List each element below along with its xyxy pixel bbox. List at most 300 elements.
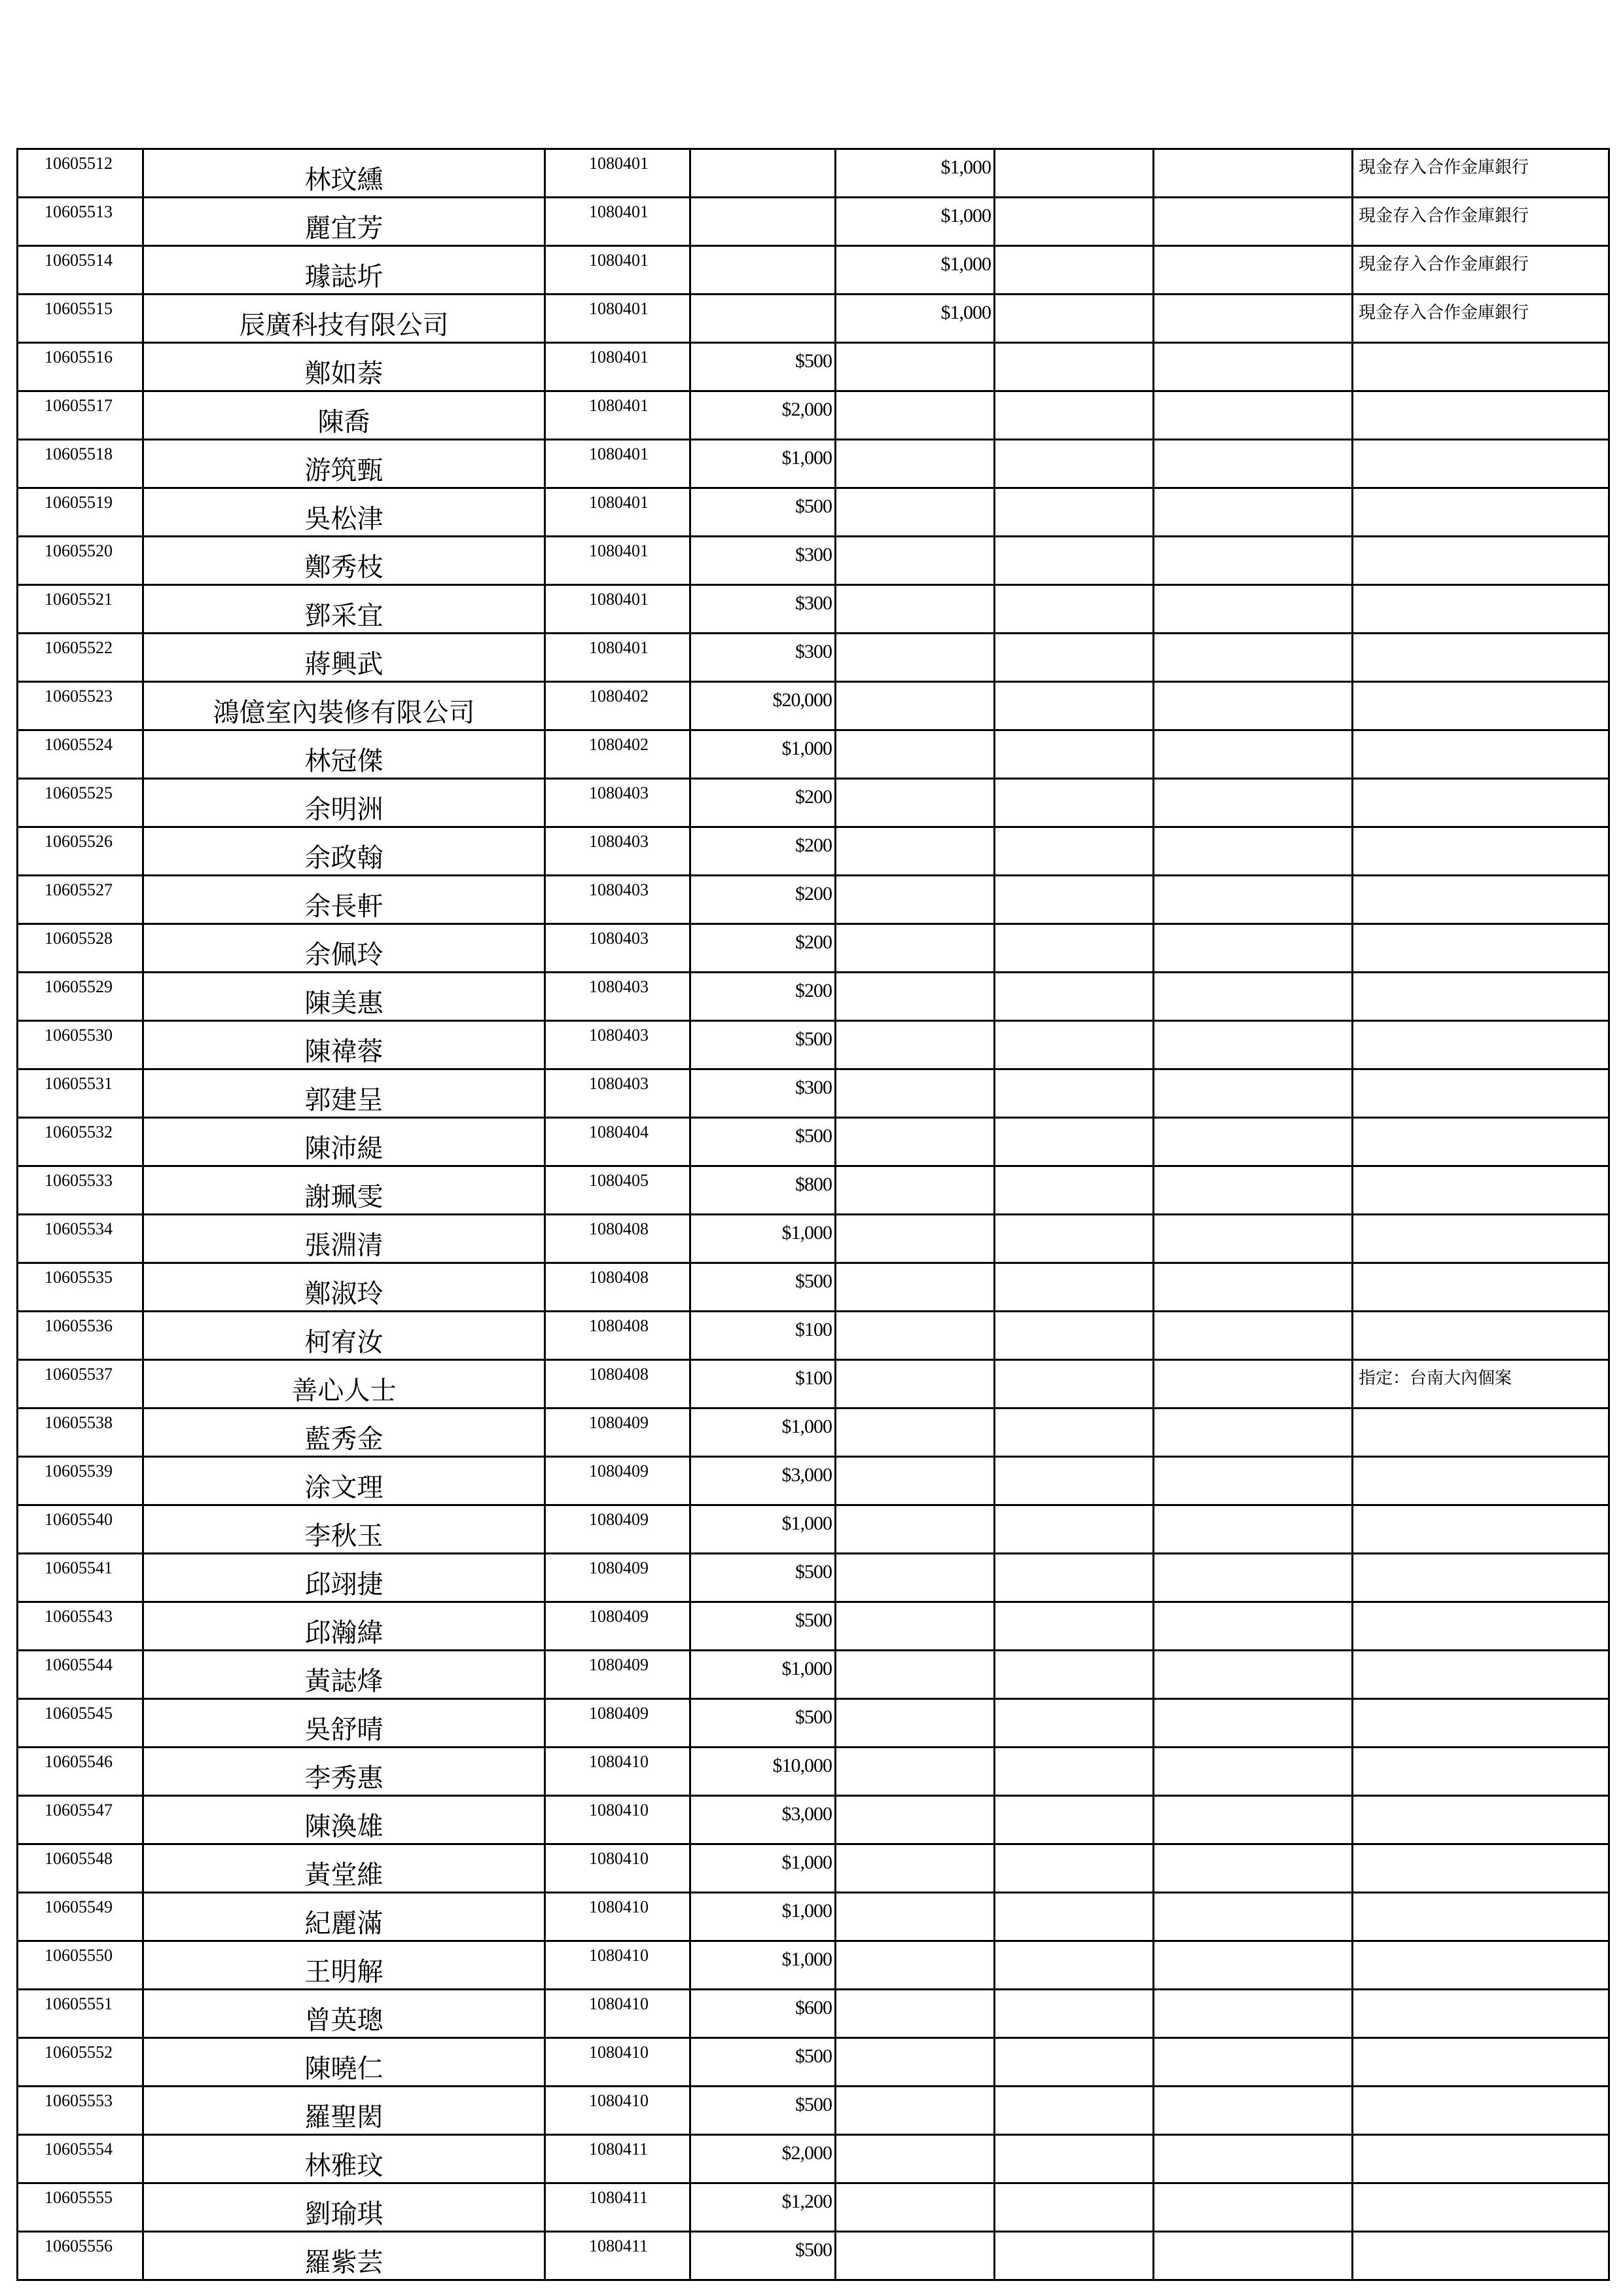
note-cell (1353, 2038, 1609, 2087)
bank-amount-cell (836, 1166, 995, 1215)
bank-amount-cell (836, 827, 995, 876)
donor-name-cell: 鄭如萘 (143, 343, 545, 391)
note-cell (1353, 1699, 1609, 1748)
empty-cell (995, 149, 1154, 198)
note-cell: 指定：台南大內個案 (1353, 1360, 1609, 1408)
date-cell: 1080409 (545, 1651, 690, 1699)
bank-amount-cell: $1,000 (836, 246, 995, 295)
donor-name-cell: 李秋玉 (143, 1505, 545, 1554)
empty-cell (995, 2183, 1154, 2232)
amount-cell: $800 (690, 1166, 836, 1215)
date-cell: 1080402 (545, 730, 690, 779)
date-cell: 1080410 (545, 1941, 690, 1990)
note-cell (1353, 1263, 1609, 1312)
date-cell: 1080401 (545, 488, 690, 537)
date-cell: 1080409 (545, 1602, 690, 1651)
amount-cell: $300 (690, 537, 836, 585)
table-row (18, 2038, 1609, 2087)
date-cell: 1080403 (545, 924, 690, 973)
bank-amount-cell: $1,000 (836, 149, 995, 198)
bank-amount-cell (836, 1651, 995, 1699)
receipt-number-cell: 10605544 (18, 1651, 143, 1699)
amount-cell (690, 198, 836, 246)
table-row (18, 1166, 1609, 1215)
note-cell (1353, 1021, 1609, 1069)
receipt-number-cell: 10605512 (18, 149, 143, 198)
bank-amount-cell (836, 973, 995, 1021)
bank-amount-cell (836, 779, 995, 827)
empty-cell (995, 585, 1154, 634)
bank-amount-cell (836, 2038, 995, 2087)
donor-name-cell: 余佩玲 (143, 924, 545, 973)
empty-cell (995, 1990, 1154, 2038)
receipt-number-cell: 10605554 (18, 2135, 143, 2183)
empty-cell (995, 391, 1154, 440)
donation-ledger-table (16, 148, 1610, 2281)
bank-amount-cell (836, 1893, 995, 1941)
donor-name-cell: 鄧采宜 (143, 585, 545, 634)
receipt-number-cell: 10605530 (18, 1021, 143, 1069)
amount-cell: $100 (690, 1312, 836, 1360)
table-row (18, 1796, 1609, 1844)
donor-name-cell: 陳喬 (143, 391, 545, 440)
table-row (18, 1748, 1609, 1796)
date-cell: 1080411 (545, 2135, 690, 2183)
receipt-number-cell: 10605552 (18, 2038, 143, 2087)
date-cell: 1080401 (545, 537, 690, 585)
amount-cell: $500 (690, 1118, 836, 1166)
empty-cell (1154, 1602, 1353, 1651)
empty-cell (1154, 198, 1353, 246)
bank-amount-cell (836, 1699, 995, 1748)
receipt-number-cell: 10605528 (18, 924, 143, 973)
receipt-number-cell: 10605531 (18, 1069, 143, 1118)
bank-amount-cell (836, 2135, 995, 2183)
receipt-number-cell: 10605532 (18, 1118, 143, 1166)
date-cell: 1080403 (545, 973, 690, 1021)
note-cell (1353, 1796, 1609, 1844)
note-cell (1353, 1844, 1609, 1893)
empty-cell (995, 295, 1154, 343)
empty-cell (995, 1408, 1154, 1457)
donor-name-cell: 璩誌圻 (143, 246, 545, 295)
table-row (18, 634, 1609, 682)
empty-cell (995, 1312, 1154, 1360)
donor-name-cell: 李秀惠 (143, 1748, 545, 1796)
empty-cell (995, 2135, 1154, 2183)
amount-cell: $200 (690, 876, 836, 924)
donor-name-cell: 林玟纁 (143, 149, 545, 198)
bank-amount-cell (836, 1748, 995, 1796)
table-row (18, 1941, 1609, 1990)
receipt-number-cell: 10605524 (18, 730, 143, 779)
amount-cell: $3,000 (690, 1796, 836, 1844)
donor-name-cell: 邱翊捷 (143, 1554, 545, 1602)
note-cell (1353, 779, 1609, 827)
donor-name-cell: 吳松津 (143, 488, 545, 537)
date-cell: 1080405 (545, 1166, 690, 1215)
empty-cell (1154, 1990, 1353, 2038)
receipt-number-cell: 10605543 (18, 1602, 143, 1651)
receipt-number-cell: 10605550 (18, 1941, 143, 1990)
empty-cell (995, 2232, 1154, 2280)
table-row (18, 876, 1609, 924)
receipt-number-cell: 10605555 (18, 2183, 143, 2232)
table-row (18, 537, 1609, 585)
empty-cell (995, 1457, 1154, 1505)
amount-cell: $1,000 (690, 1215, 836, 1263)
empty-cell (1154, 779, 1353, 827)
note-cell (1353, 1215, 1609, 1263)
note-cell (1353, 1408, 1609, 1457)
donor-name-cell: 陳美惠 (143, 973, 545, 1021)
amount-cell: $1,200 (690, 2183, 836, 2232)
note-cell: 現金存入合作金庫銀行 (1353, 246, 1609, 295)
bank-amount-cell (836, 2183, 995, 2232)
receipt-number-cell: 10605515 (18, 295, 143, 343)
empty-cell (1154, 343, 1353, 391)
note-cell (1353, 2087, 1609, 2135)
date-cell: 1080409 (545, 1505, 690, 1554)
table-row (18, 1215, 1609, 1263)
bank-amount-cell (836, 1360, 995, 1408)
empty-cell (1154, 1312, 1353, 1360)
amount-cell: $1,000 (690, 1893, 836, 1941)
date-cell: 1080410 (545, 2087, 690, 2135)
table-row (18, 1312, 1609, 1360)
receipt-number-cell: 10605522 (18, 634, 143, 682)
donor-name-cell: 藍秀金 (143, 1408, 545, 1457)
date-cell: 1080401 (545, 295, 690, 343)
amount-cell: $2,000 (690, 391, 836, 440)
empty-cell (1154, 1554, 1353, 1602)
receipt-number-cell: 10605535 (18, 1263, 143, 1312)
note-cell (1353, 1893, 1609, 1941)
date-cell: 1080401 (545, 440, 690, 488)
amount-cell: $1,000 (690, 1505, 836, 1554)
amount-cell (690, 295, 836, 343)
empty-cell (1154, 1118, 1353, 1166)
date-cell: 1080403 (545, 1021, 690, 1069)
note-cell (1353, 2135, 1609, 2183)
bank-amount-cell (836, 924, 995, 973)
table-row (18, 149, 1609, 198)
empty-cell (995, 682, 1154, 730)
bank-amount-cell (836, 1990, 995, 2038)
receipt-number-cell: 10605545 (18, 1699, 143, 1748)
note-cell (1353, 1990, 1609, 2038)
empty-cell (1154, 1360, 1353, 1408)
empty-cell (1154, 973, 1353, 1021)
donor-name-cell: 林雅玟 (143, 2135, 545, 2183)
donor-name-cell: 游筑甄 (143, 440, 545, 488)
amount-cell: $500 (690, 1602, 836, 1651)
amount-cell: $300 (690, 1069, 836, 1118)
empty-cell (995, 827, 1154, 876)
receipt-number-cell: 10605523 (18, 682, 143, 730)
empty-cell (1154, 1844, 1353, 1893)
donor-name-cell: 陳沛緹 (143, 1118, 545, 1166)
empty-cell (1154, 1796, 1353, 1844)
empty-cell (995, 1602, 1154, 1651)
bank-amount-cell (836, 1941, 995, 1990)
date-cell: 1080410 (545, 1796, 690, 1844)
note-cell (1353, 682, 1609, 730)
table-row (18, 1699, 1609, 1748)
empty-cell (1154, 295, 1353, 343)
empty-cell (995, 730, 1154, 779)
date-cell: 1080404 (545, 1118, 690, 1166)
table-row (18, 1021, 1609, 1069)
bank-amount-cell (836, 634, 995, 682)
date-cell: 1080409 (545, 1457, 690, 1505)
date-cell: 1080408 (545, 1312, 690, 1360)
receipt-number-cell: 10605538 (18, 1408, 143, 1457)
bank-amount-cell (836, 876, 995, 924)
date-cell: 1080401 (545, 246, 690, 295)
donor-name-cell: 余明洲 (143, 779, 545, 827)
empty-cell (1154, 682, 1353, 730)
receipt-number-cell: 10605551 (18, 1990, 143, 2038)
receipt-number-cell: 10605539 (18, 1457, 143, 1505)
donor-name-cell: 辰廣科技有限公司 (143, 295, 545, 343)
table-row (18, 343, 1609, 391)
receipt-number-cell: 10605518 (18, 440, 143, 488)
donor-name-cell: 善心人士 (143, 1360, 545, 1408)
empty-cell (1154, 1941, 1353, 1990)
donor-name-cell: 謝珮雯 (143, 1166, 545, 1215)
empty-cell (1154, 2135, 1353, 2183)
empty-cell (1154, 730, 1353, 779)
amount-cell: $200 (690, 973, 836, 1021)
empty-cell (1154, 1505, 1353, 1554)
empty-cell (1154, 827, 1353, 876)
receipt-number-cell: 10605549 (18, 1893, 143, 1941)
empty-cell (995, 343, 1154, 391)
bank-amount-cell: $1,000 (836, 295, 995, 343)
note-cell (1353, 391, 1609, 440)
table-row (18, 1651, 1609, 1699)
empty-cell (1154, 876, 1353, 924)
receipt-number-cell: 10605547 (18, 1796, 143, 1844)
donor-name-cell: 陳禕蓉 (143, 1021, 545, 1069)
table-row (18, 682, 1609, 730)
donor-name-cell: 黃堂維 (143, 1844, 545, 1893)
donor-name-cell: 陳曉仁 (143, 2038, 545, 2087)
bank-amount-cell (836, 1263, 995, 1312)
amount-cell: $200 (690, 924, 836, 973)
receipt-number-cell: 10605519 (18, 488, 143, 537)
amount-cell: $500 (690, 1554, 836, 1602)
empty-cell (995, 634, 1154, 682)
empty-cell (995, 1360, 1154, 1408)
note-cell (1353, 2183, 1609, 2232)
table-row (18, 973, 1609, 1021)
empty-cell (995, 1263, 1154, 1312)
amount-cell: $500 (690, 1263, 836, 1312)
receipt-number-cell: 10605520 (18, 537, 143, 585)
amount-cell: $500 (690, 488, 836, 537)
note-cell (1353, 440, 1609, 488)
empty-cell (1154, 924, 1353, 973)
empty-cell (995, 1893, 1154, 1941)
note-cell (1353, 488, 1609, 537)
empty-cell (1154, 634, 1353, 682)
empty-cell (1154, 1457, 1353, 1505)
empty-cell (995, 1118, 1154, 1166)
ledger-body (18, 149, 1609, 2280)
receipt-number-cell: 10605526 (18, 827, 143, 876)
note-cell (1353, 1312, 1609, 1360)
empty-cell (995, 1069, 1154, 1118)
donor-name-cell: 劉瑜琪 (143, 2183, 545, 2232)
receipt-number-cell: 10605533 (18, 1166, 143, 1215)
table-row (18, 1263, 1609, 1312)
table-row (18, 1990, 1609, 2038)
amount-cell: $100 (690, 1360, 836, 1408)
table-row (18, 2135, 1609, 2183)
bank-amount-cell (836, 488, 995, 537)
note-cell: 現金存入合作金庫銀行 (1353, 198, 1609, 246)
receipt-number-cell: 10605517 (18, 391, 143, 440)
note-cell (1353, 973, 1609, 1021)
bank-amount-cell (836, 343, 995, 391)
bank-amount-cell (836, 1602, 995, 1651)
empty-cell (995, 1505, 1154, 1554)
receipt-number-cell: 10605548 (18, 1844, 143, 1893)
note-cell (1353, 1602, 1609, 1651)
empty-cell (995, 1215, 1154, 1263)
empty-cell (995, 1651, 1154, 1699)
donor-name-cell: 邱瀚緯 (143, 1602, 545, 1651)
date-cell: 1080403 (545, 827, 690, 876)
empty-cell (995, 537, 1154, 585)
empty-cell (995, 779, 1154, 827)
empty-cell (995, 924, 1154, 973)
note-cell (1353, 1069, 1609, 1118)
receipt-number-cell: 10605513 (18, 198, 143, 246)
bank-amount-cell (836, 1796, 995, 1844)
bank-amount-cell (836, 1215, 995, 1263)
bank-amount-cell (836, 1505, 995, 1554)
bank-amount-cell (836, 730, 995, 779)
bank-amount-cell (836, 1069, 995, 1118)
receipt-number-cell: 10605537 (18, 1360, 143, 1408)
table-row (18, 391, 1609, 440)
donor-name-cell: 郭建呈 (143, 1069, 545, 1118)
amount-cell: $1,000 (690, 1941, 836, 1990)
empty-cell (1154, 1069, 1353, 1118)
table-row (18, 246, 1609, 295)
amount-cell: $1,000 (690, 730, 836, 779)
note-cell (1353, 1505, 1609, 1554)
date-cell: 1080403 (545, 779, 690, 827)
amount-cell: $500 (690, 1699, 836, 1748)
table-row (18, 1457, 1609, 1505)
empty-cell (1154, 440, 1353, 488)
note-cell (1353, 1457, 1609, 1505)
donor-name-cell: 蔣興武 (143, 634, 545, 682)
bank-amount-cell (836, 2232, 995, 2280)
date-cell: 1080410 (545, 1844, 690, 1893)
donor-name-cell: 鴻億室內裝修有限公司 (143, 682, 545, 730)
receipt-number-cell: 10605541 (18, 1554, 143, 1602)
donor-name-cell: 麗宜芳 (143, 198, 545, 246)
bank-amount-cell (836, 1408, 995, 1457)
table-row (18, 198, 1609, 246)
date-cell: 1080410 (545, 1893, 690, 1941)
empty-cell (995, 1166, 1154, 1215)
receipt-number-cell: 10605546 (18, 1748, 143, 1796)
empty-cell (1154, 537, 1353, 585)
donor-name-cell: 羅聖閎 (143, 2087, 545, 2135)
table-row (18, 827, 1609, 876)
date-cell: 1080410 (545, 1990, 690, 2038)
amount-cell: $500 (690, 343, 836, 391)
empty-cell (995, 2087, 1154, 2135)
table-row (18, 779, 1609, 827)
note-cell (1353, 537, 1609, 585)
table-row (18, 440, 1609, 488)
date-cell: 1080402 (545, 682, 690, 730)
table-row (18, 1408, 1609, 1457)
note-cell (1353, 634, 1609, 682)
bank-amount-cell: $1,000 (836, 198, 995, 246)
empty-cell (1154, 1651, 1353, 1699)
donor-name-cell: 黃誌烽 (143, 1651, 545, 1699)
date-cell: 1080411 (545, 2183, 690, 2232)
note-cell (1353, 1651, 1609, 1699)
table-row (18, 1844, 1609, 1893)
donor-name-cell: 陳渙雄 (143, 1796, 545, 1844)
date-cell: 1080403 (545, 876, 690, 924)
date-cell: 1080401 (545, 149, 690, 198)
date-cell: 1080411 (545, 2232, 690, 2280)
amount-cell: $1,000 (690, 440, 836, 488)
donor-name-cell: 曾英璁 (143, 1990, 545, 2038)
note-cell (1353, 343, 1609, 391)
empty-cell (1154, 1215, 1353, 1263)
receipt-number-cell: 10605516 (18, 343, 143, 391)
note-cell (1353, 876, 1609, 924)
bank-amount-cell (836, 2087, 995, 2135)
table-row (18, 2232, 1609, 2280)
empty-cell (995, 246, 1154, 295)
amount-cell: $500 (690, 2232, 836, 2280)
bank-amount-cell (836, 585, 995, 634)
receipt-number-cell: 10605529 (18, 973, 143, 1021)
empty-cell (1154, 1021, 1353, 1069)
receipt-number-cell: 10605540 (18, 1505, 143, 1554)
amount-cell (690, 246, 836, 295)
note-cell: 現金存入合作金庫銀行 (1353, 149, 1609, 198)
empty-cell (1154, 149, 1353, 198)
amount-cell: $20,000 (690, 682, 836, 730)
donor-name-cell: 王明解 (143, 1941, 545, 1990)
donor-name-cell: 涂文理 (143, 1457, 545, 1505)
receipt-number-cell: 10605525 (18, 779, 143, 827)
donor-name-cell: 柯宥汝 (143, 1312, 545, 1360)
empty-cell (1154, 246, 1353, 295)
amount-cell: $1,000 (690, 1408, 836, 1457)
bank-amount-cell (836, 1554, 995, 1602)
date-cell: 1080401 (545, 343, 690, 391)
bank-amount-cell (836, 440, 995, 488)
note-cell (1353, 1748, 1609, 1796)
table-row (18, 1118, 1609, 1166)
bank-amount-cell (836, 682, 995, 730)
empty-cell (995, 440, 1154, 488)
